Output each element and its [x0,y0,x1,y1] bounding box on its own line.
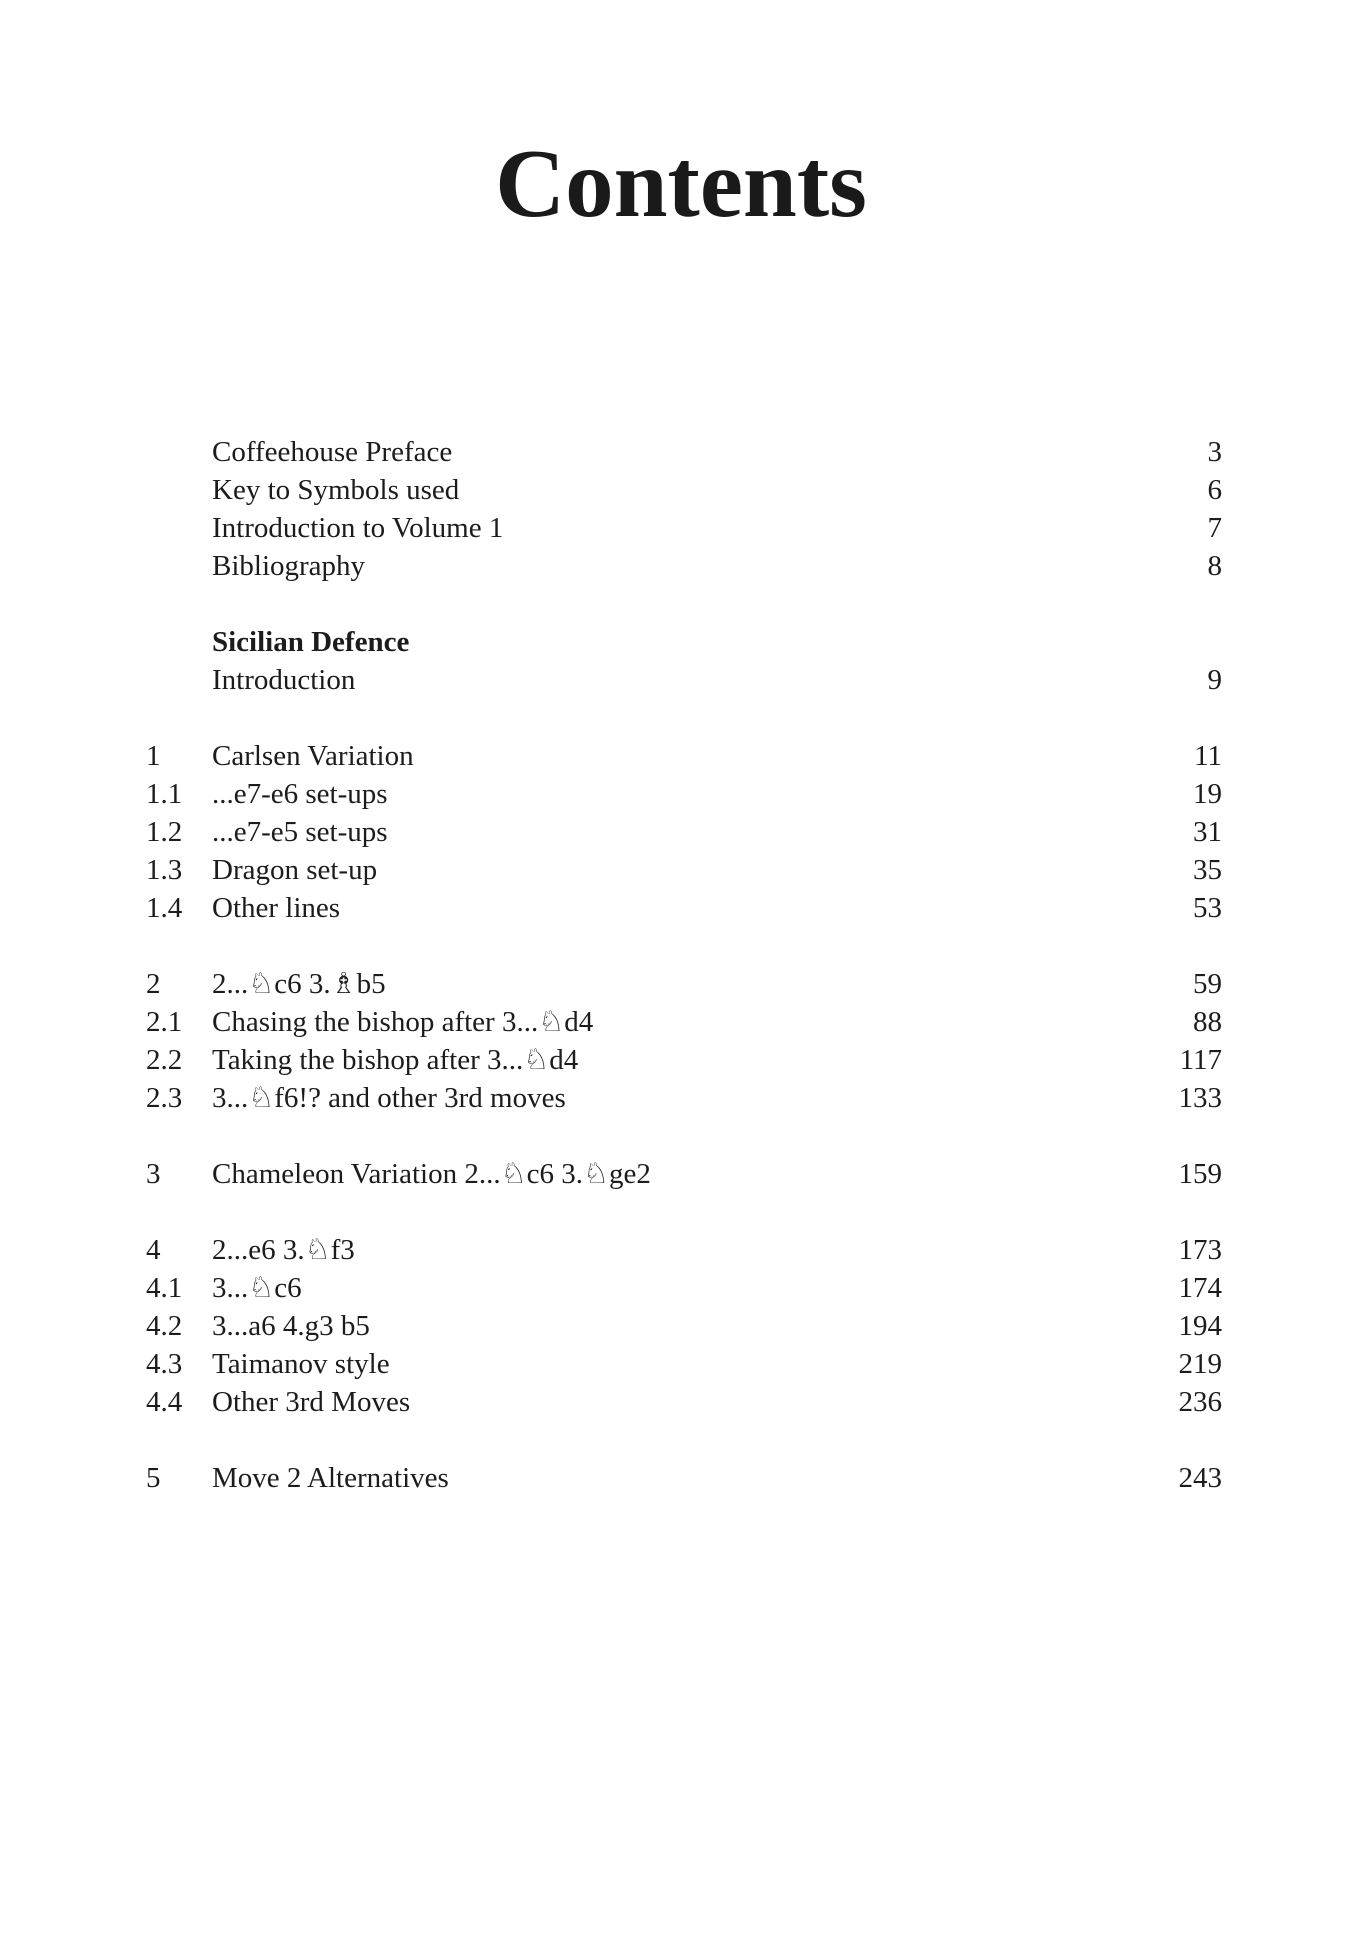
toc-row [146,813,1222,851]
toc-row-label: Carlsen Variation [212,740,414,772]
toc-row-number: 3 [146,1158,161,1190]
toc-row-page-number: 9 [1207,664,1222,696]
toc-row [146,1231,1222,1269]
toc-row-label: Introduction to Volume 1 [212,512,504,544]
toc-row-number: 1.2 [146,816,183,848]
toc-row-page-number: 88 [1193,1006,1222,1038]
toc-row-page-number: 31 [1193,816,1222,848]
toc-row-label: ...e7-e6 set-ups [212,778,388,810]
toc-group-chapter-1 [146,737,1222,927]
toc-row-label: Chasing the bishop after 3...♘d4 [212,1006,594,1038]
toc-row-label: Key to Symbols used [212,474,460,506]
toc-group-chapter-5 [146,1459,1222,1497]
toc-row [146,1155,1222,1193]
toc-row-number: 1.3 [146,854,183,886]
toc-row-page-number: 133 [1178,1082,1222,1114]
toc-row-label: ...e7-e5 set-ups [212,816,388,848]
toc-row-label: Coffeehouse Preface [212,436,453,468]
toc-row-label: 3...♘f6!? and other 3rd moves [212,1082,566,1114]
toc-row-page-number: 219 [1178,1348,1222,1380]
toc-row-page-number: 236 [1178,1386,1222,1418]
toc-row-page-number: 117 [1179,1044,1222,1076]
toc-row-number: 4 [146,1234,161,1266]
toc-row [146,433,1222,471]
toc-row-page-number: 6 [1207,474,1222,506]
toc-group-chapter-3 [146,1155,1222,1193]
toc-row [146,889,1222,927]
toc-row-number: 1 [146,740,161,772]
toc-row-number: 5 [146,1462,161,1494]
toc-row-page-number: 3 [1207,436,1222,468]
toc-row [146,509,1222,547]
toc-row-number: 4.3 [146,1348,183,1380]
toc-row-page-number: 8 [1207,550,1222,582]
toc-row [146,737,1222,775]
toc-row-page-number: 35 [1193,854,1222,886]
toc-row [146,1459,1222,1497]
toc-row-page-number: 173 [1178,1234,1222,1266]
toc-row-page-number: 11 [1194,740,1222,772]
toc-row-label: Introduction [212,664,356,696]
toc-row [146,1345,1222,1383]
toc-row-number: 2.2 [146,1044,183,1076]
toc-row-page-number: 159 [1178,1158,1222,1190]
toc-row [146,1079,1222,1117]
toc-row-number: 4.1 [146,1272,183,1304]
toc-row-number: 2.1 [146,1006,183,1038]
toc-row-number: 2 [146,968,161,1000]
toc-row [146,851,1222,889]
toc-row-page-number: 19 [1193,778,1222,810]
toc-row-number: 1.4 [146,892,183,924]
toc-row-number: 4.4 [146,1386,183,1418]
toc-row-label: 2...e6 3.♘f3 [212,1234,355,1266]
toc-row [146,1041,1222,1079]
toc-row-page-number: 7 [1207,512,1222,544]
toc-row-number: 1.1 [146,778,183,810]
toc-row-label: 3...♘c6 [212,1272,302,1304]
toc-row-page-number: 53 [1193,892,1222,924]
toc-row [146,1383,1222,1421]
toc-row [146,1307,1222,1345]
toc-group-chapter-4 [146,1231,1222,1421]
table-of-contents [146,433,1222,1497]
toc-row [146,471,1222,509]
toc-row-page-number: 243 [1178,1462,1222,1494]
toc-row-number: 4.2 [146,1310,183,1342]
toc-group-sicilian-defence [146,623,1222,699]
toc-row-number: 2.3 [146,1082,183,1114]
toc-row-page-number: 194 [1178,1310,1222,1342]
toc-group-front-matter [146,433,1222,585]
toc-row-label: Sicilian Defence [212,626,410,658]
toc-row-label: 3...a6 4.g3 b5 [212,1310,370,1342]
toc-row [146,775,1222,813]
toc-row-label: Move 2 Alternatives [212,1462,449,1494]
toc-row-label: Chameleon Variation 2...♘c6 3.♘ge2 [212,1158,651,1190]
toc-row-label: Taking the bishop after 3...♘d4 [212,1044,579,1076]
toc-row [146,1003,1222,1041]
toc-row [146,965,1222,1003]
toc-row-label: Other lines [212,892,341,924]
toc-row-page-number: 59 [1193,968,1222,1000]
toc-row [146,661,1222,699]
toc-row [146,623,1222,661]
toc-row-label: Taimanov style [212,1348,390,1380]
toc-row [146,1269,1222,1307]
toc-row-label: Other 3rd Moves [212,1386,411,1418]
toc-row-label: 2...♘c6 3.♗b5 [212,968,386,1000]
toc-row-page-number: 174 [1178,1272,1222,1304]
page-title: Contents [495,130,867,237]
toc-row [146,547,1222,585]
toc-group-chapter-2 [146,965,1222,1117]
toc-row-label: Bibliography [212,550,366,582]
toc-row-label: Dragon set-up [212,854,378,886]
